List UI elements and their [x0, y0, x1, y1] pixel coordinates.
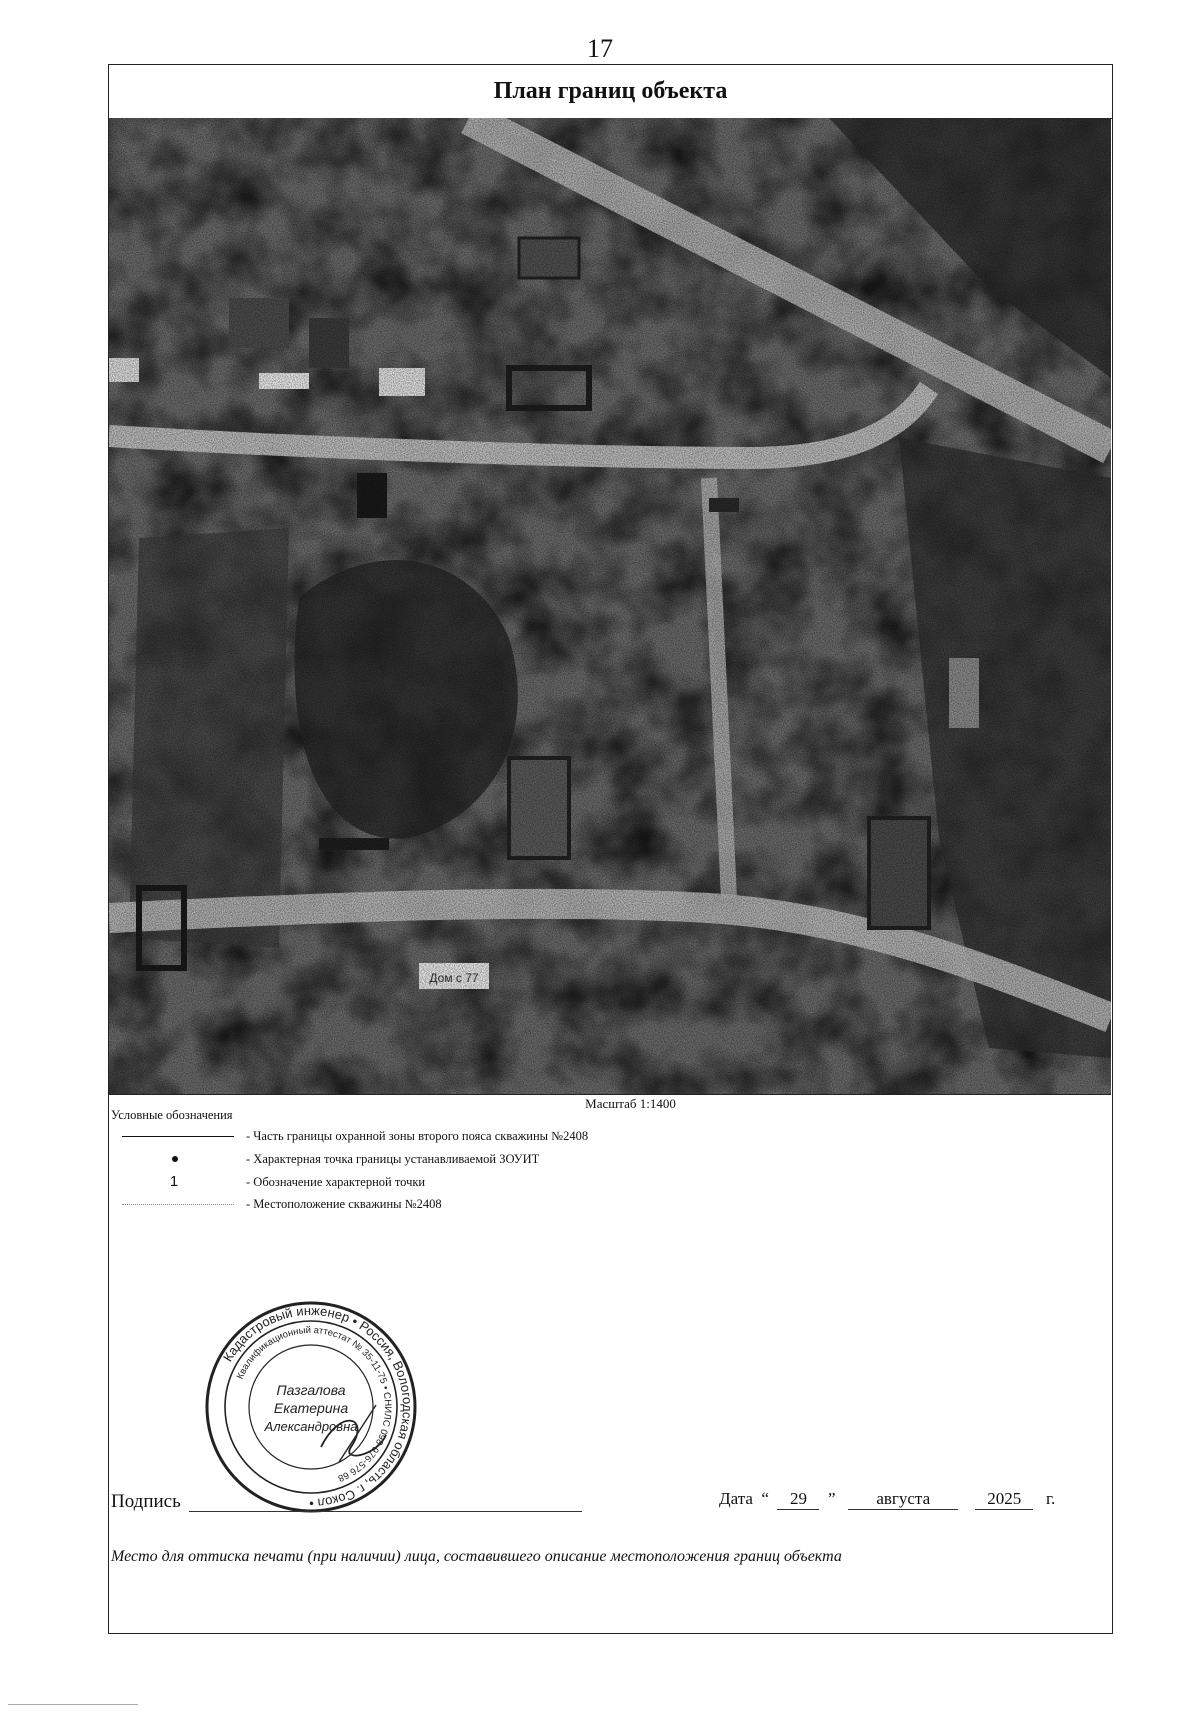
point-symbol [114, 1148, 234, 1170]
page-number: 17 [587, 34, 613, 63]
well-location-symbol [114, 1193, 234, 1215]
boundary-line-symbol [114, 1125, 234, 1147]
legend-item-well [109, 1193, 1112, 1215]
legend-item-point-label [109, 1171, 1112, 1193]
legend-item-text: - Местоположение скважины №2408 [246, 1197, 442, 1211]
aerial-photo [109, 118, 1111, 1094]
page-title: План границ объекта [109, 65, 1112, 119]
signature-line [189, 1511, 582, 1512]
legend-item-text: - Обозначение характерной точки [246, 1175, 426, 1189]
date-block: Дата “ 29 ” августа 2025 г. [719, 1489, 1056, 1508]
stamp-note: Место для оттиска печати (при наличии) лица, составившего описание местоположения границ объекта [111, 1548, 842, 1565]
document-frame [108, 64, 1113, 1634]
svg-text:Квалификационный аттестат № 35: Квалификационный аттестат № 35-11-75 • СНИЛС 098-976-576 68 [234, 1324, 394, 1484]
aerial-map [109, 118, 1111, 1095]
svg-text:Александровна: Александровна [264, 1419, 358, 1434]
point-number-symbol: 1 [169, 1173, 179, 1190]
legend-item-text: - Характерная точка границы устанавливаемой ЗОУИТ [246, 1152, 540, 1166]
legend-item-point [109, 1148, 1112, 1170]
engineer-seal [201, 1297, 421, 1517]
legend-title: Условные обозначения [111, 1108, 233, 1122]
footer-rule [8, 1704, 138, 1705]
date-day: 29 [777, 1489, 819, 1510]
legend-item-boundary [109, 1125, 1112, 1147]
signature-label: Подпись [111, 1491, 181, 1512]
date-year-suffix: г. [1045, 1489, 1056, 1508]
date-year: 2025 [975, 1489, 1033, 1510]
map-scale: Масштаб 1:1400 [585, 1096, 676, 1111]
date-label: Дата [719, 1489, 753, 1508]
svg-text:Екатерина: Екатерина [273, 1400, 349, 1416]
legend-item-text: - Часть границы охранной зоны второго пояса скважины №2408 [246, 1129, 589, 1143]
date-month: августа [848, 1489, 958, 1510]
svg-text:Пазгалова: Пазгалова [276, 1382, 346, 1398]
svg-text:Кадастровый инженер • Россия,: Кадастровый инженер • Россия, Вологодская область, г. Сокол • [220, 1302, 416, 1512]
